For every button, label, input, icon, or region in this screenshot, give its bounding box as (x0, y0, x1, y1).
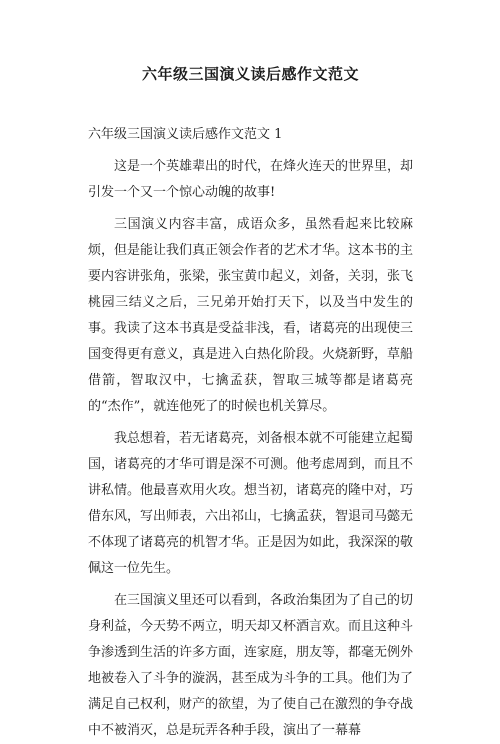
paragraph-content-summary: 三国演义内容丰富，成语众多，虽然看起来比较麻烦，但是能让我们真正领会作者的艺术才华。这本书的主要内容讲张角，张梁，张宝黄巾起义，刘备，关羽，张飞桃园三结义之后，三兄弟开始打天下，以及当中发生的事。我读了这本书真是受益非浅，看，诸葛亮的出现使三国变得更有意义，真是进入白热化阶段。火烧新野，草船借箭，智取汉中，七擒孟获，智取三城等都是诸葛亮的“杰作”，就连他死了的时候也机关算尽。 (88, 217, 414, 414)
document-title: 六年级三国演义读后感作文范文 (141, 65, 359, 83)
paragraph-intro: 这是一个英雄辈出的时代，在烽火连天的世界里，却引发一个又一个惊心动魄的故事! (88, 159, 414, 200)
article-body (88, 122, 413, 744)
paragraph-zhuge-liang: 我总想着，若无诸葛亮，刘备根本就不可能建立起蜀国，诸葛亮的才华可谓是深不可测。他考虑周到，而且不讲私情。他最喜欢用火攻。想当初，诸葛亮的隆中对，巧借东风，写出师表，六出祁山，七擒孟获，智退司马懿无不体现了诸葛亮的机智才华。正是因为如此，我深深的敬佩这一位先生。 (88, 431, 414, 576)
paragraph-political-struggle: 在三国演义里还可以看到，各政治集团为了自己的切身利益，今天势不两立，明天却又杯酒言欢。而且这种斗争渗透到生活的许多方面，连家庭，朋友等，都毫无例外地被卷入了斗争的漩涡，甚至成为斗争的工具。他们为了满足自己权利，财产的欲望，为了使自己在激烈的争夺战中不被消灭，总是玩弄各种手段，演出了一幕幕 (88, 593, 414, 738)
article-subtitle: 六年级三国演义读后感作文范文 1 (88, 127, 283, 142)
